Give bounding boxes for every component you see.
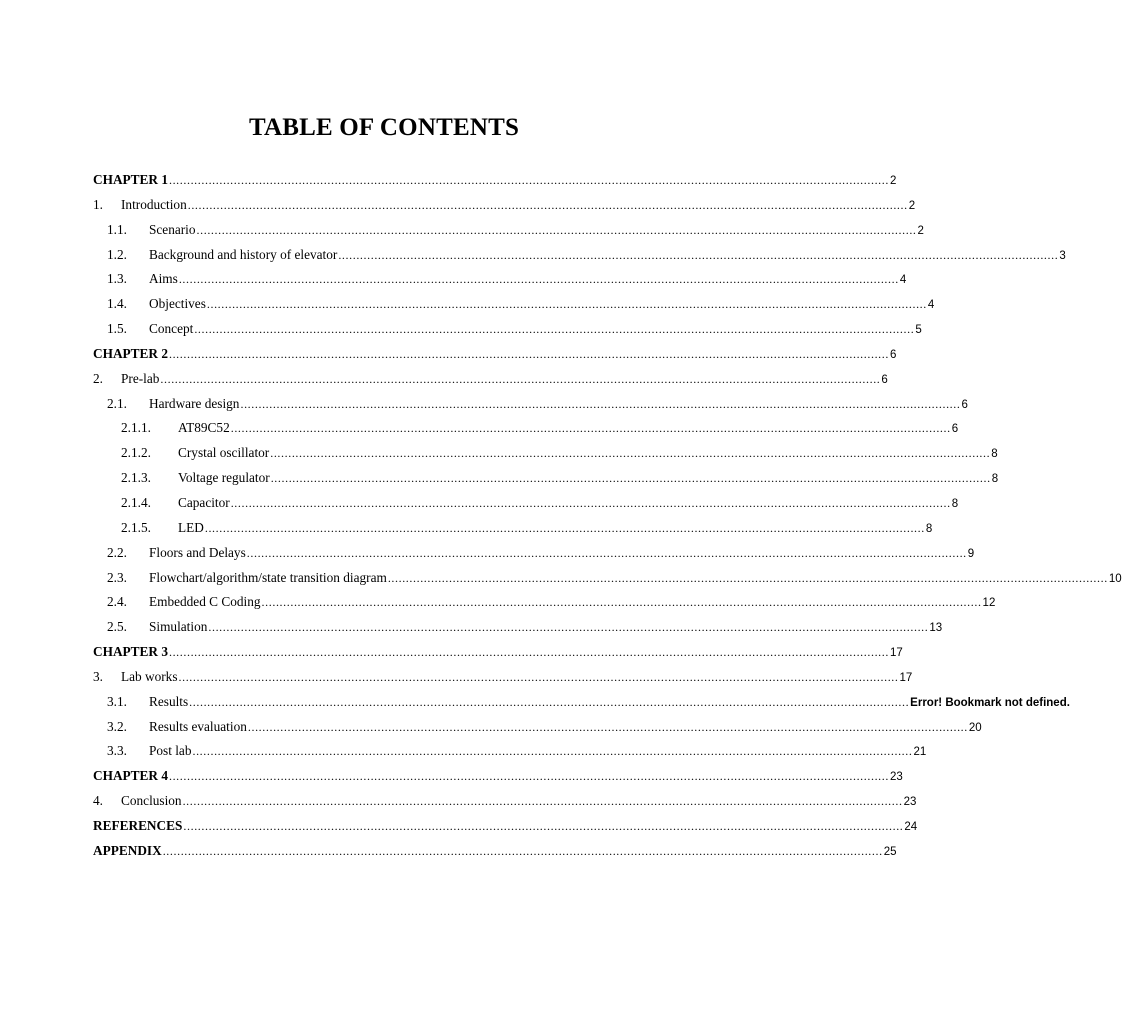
dot-leader: ........................................................................................................................................................................................................ [168,645,889,660]
toc-entry-page-number: 20 [968,721,982,734]
toc-entry-number: 2.3. [107,569,127,585]
dot-leader: ........................................................................................................................................................................................................ [160,371,881,386]
toc-entry-page-number: 6 [951,423,959,436]
dot-leader: ........................................................................................................................................................................................................ [192,744,913,759]
toc-entry[interactable] [93,615,943,640]
toc-entry[interactable] [93,491,959,516]
toc-entry-title: Lab works [121,668,178,684]
toc-entry[interactable] [93,243,1066,268]
toc-entry-title: AT89C52 [178,420,230,436]
toc-entry-page-number: 17 [889,647,903,660]
toc-entry-title: CHAPTER 4 [93,768,168,784]
toc-entry[interactable] [93,466,999,491]
toc-entry[interactable] [93,292,935,317]
toc-entry-page-number: 8 [991,473,999,486]
toc-entry-title: Pre-lab [121,370,160,386]
dot-leader: ........................................................................................................................................................................................................ [270,446,991,461]
dot-leader: ........................................................................................................................................................................................................ [168,346,889,361]
toc-entry-page-number: Error! Bookmark not defined. [910,696,1070,709]
toc-entry[interactable] [93,516,933,541]
dot-leader: ........................................................................................................................................................................................................ [230,495,951,510]
toc-entry-number: 2.4. [107,594,127,610]
toc-entry-number: 2.5. [107,619,127,635]
toc-entry-title: Simulation [149,619,208,635]
toc-entry-title: CHAPTER 1 [93,172,168,187]
toc-entry[interactable] [93,665,913,690]
toc-entry-page-number: 10 [1108,572,1122,585]
dot-leader: ........................................................................................................................................................................................................ [204,520,925,535]
toc-entry-page-number: 8 [991,448,998,461]
toc-entry-title: Flowchart/algorithm/state transition diagram [149,569,387,585]
toc-entry-number: 2.1.1. [121,420,151,436]
page-title: TABLE OF CONTENTS [248,114,520,141]
toc-entry-page-number: 9 [967,547,975,560]
dot-leader: ........................................................................................................................................................................................................ [387,570,1108,585]
dot-leader: ........................................................................................................................................................................................................ [189,694,910,709]
toc-entry-title: Floors and Delays [149,544,246,560]
toc-entry-number: 2.1. [107,395,127,411]
dot-leader: ........................................................................................................................................................................................................ [206,297,927,312]
toc-entry-title: REFERENCES [93,817,183,833]
toc-entry-page-number: 13 [929,622,943,635]
dot-leader: ........................................................................................................................................................................................................ [183,818,904,833]
dot-leader: ........................................................................................................................................................................................................ [208,620,929,635]
dot-leader: ........................................................................................................................................................................................................ [338,247,1059,262]
toc-entry[interactable] [93,367,888,392]
toc-entry-number: 1. [93,196,103,212]
dot-leader: ........................................................................................................................................................................................................ [182,794,903,809]
toc-entry[interactable] [93,814,918,839]
toc-entry-title: Objectives [149,296,206,312]
toc-entry[interactable] [93,342,897,367]
toc-entry-number: 1.1. [107,221,127,237]
toc-entry-page-number: 12 [982,597,996,610]
toc-entry-number: 3.2. [107,718,127,734]
dot-leader: ........................................................................................................................................................................................................ [246,545,967,560]
dot-leader: ........................................................................................................................................................................................................ [270,471,991,486]
toc-entry[interactable] [93,789,917,814]
dot-leader: ........................................................................................................................................................................................................ [162,843,883,858]
dot-leader: ........................................................................................................................................................................................................ [178,669,899,684]
toc-entry[interactable] [93,764,903,789]
toc-entry-page-number: 2 [889,175,897,187]
toc-entry[interactable] [93,193,916,218]
toc-entry-title: Scenario [149,221,196,237]
toc-entry-page-number: 4 [899,274,907,287]
toc-entry-number: 2.1.3. [121,470,151,486]
toc-entry-page-number: 17 [899,671,913,684]
toc-entry-title: Voltage regulator [178,470,270,486]
toc-entry-title: CHAPTER 2 [93,345,168,361]
dot-leader: ........................................................................................................................................................................................................ [230,421,951,436]
toc-entry[interactable] [93,317,922,342]
toc-entry-title: Introduction [121,196,187,212]
toc-entry[interactable] [93,392,968,417]
toc-entry-number: 1.5. [107,321,127,337]
dot-leader: ........................................................................................................................................................................................................ [261,595,982,610]
toc-entry[interactable] [93,590,996,615]
toc-entry-page-number: 6 [961,398,968,411]
toc-entry[interactable] [93,715,982,740]
toc-entry-title: Hardware design [149,395,240,411]
toc-entry-title: Background and history of elevator [149,246,338,262]
toc-entry-number: 3. [93,668,103,684]
toc-entry-number: 2.1.2. [121,445,151,461]
toc-entry-number: 3.3. [107,743,127,759]
toc-entry-number: 2.1.5. [121,519,151,535]
toc-entry-page-number: 24 [904,820,918,833]
toc-entry-page-number: 6 [881,373,888,386]
dot-leader: ........................................................................................................................................................................................................ [194,322,915,337]
toc-entry-title: CHAPTER 3 [93,644,168,660]
toc-entry-number: 3.1. [107,693,127,709]
toc-entry-title: Crystal oscillator [178,445,270,461]
toc-entry-title: Post lab [149,743,192,759]
toc-entry-page-number: 5 [915,324,922,337]
toc-entry-page-number: 6 [889,348,897,361]
toc-entry[interactable] [93,541,975,566]
toc-entry-number: 1.3. [107,271,127,287]
toc-entry[interactable] [93,690,1070,715]
toc-entry-title: Concept [149,321,194,337]
toc-entry-title: Results [149,693,189,709]
toc-entry-page-number: 8 [951,497,959,510]
toc-entry[interactable] [93,640,903,665]
toc-entry[interactable] [93,566,1122,591]
toc-entry-number: 4. [93,793,103,809]
toc-entry-title: LED [178,519,204,535]
toc-entry[interactable] [93,441,998,466]
toc-entry-page-number: 21 [913,746,927,759]
toc-entry-number: 2.2. [107,544,127,560]
toc-entry[interactable] [93,416,959,441]
toc-entry[interactable] [93,218,924,243]
dot-leader: ........................................................................................................................................................................................................ [187,197,908,212]
toc-entry[interactable] [93,739,927,764]
toc-entry-page-number: 23 [889,771,903,784]
toc-entry-number: 1.2. [107,246,127,262]
toc-entry-title: Results evaluation [149,718,247,734]
table-of-contents [93,168,1122,864]
toc-entry-number: 2. [93,370,103,386]
toc-entry-title: Aims [149,271,178,287]
toc-entry-page-number: 2 [917,224,924,237]
dot-leader: ........................................................................................................................................................................................................ [168,769,889,784]
dot-leader: ........................................................................................................................................................................................................ [168,173,889,187]
dot-leader: ........................................................................................................................................................................................................ [240,396,961,411]
toc-entry-number: 1.4. [107,296,127,312]
toc-entry-title: Embedded C Coding [149,594,261,610]
toc-entry-title: Conclusion [121,793,182,809]
toc-entry-title: APPENDIX [93,842,162,858]
toc-entry-page-number: 8 [925,522,933,535]
dot-leader: ........................................................................................................................................................................................................ [196,222,917,237]
toc-entry-page-number: 4 [927,299,935,312]
toc-entry-page-number: 2 [908,199,916,212]
toc-entry-page-number: 25 [883,845,897,858]
toc-entry-page-number: 3 [1059,249,1066,262]
toc-entry[interactable] [93,168,897,193]
toc-entry-title: Capacitor [178,494,230,510]
toc-entry[interactable] [93,839,897,864]
dot-leader: ........................................................................................................................................................................................................ [178,272,899,287]
toc-entry-page-number: 23 [903,796,917,809]
dot-leader: ........................................................................................................................................................................................................ [247,719,968,734]
toc-entry-number: 2.1.4. [121,494,151,510]
toc-entry[interactable] [93,267,907,292]
